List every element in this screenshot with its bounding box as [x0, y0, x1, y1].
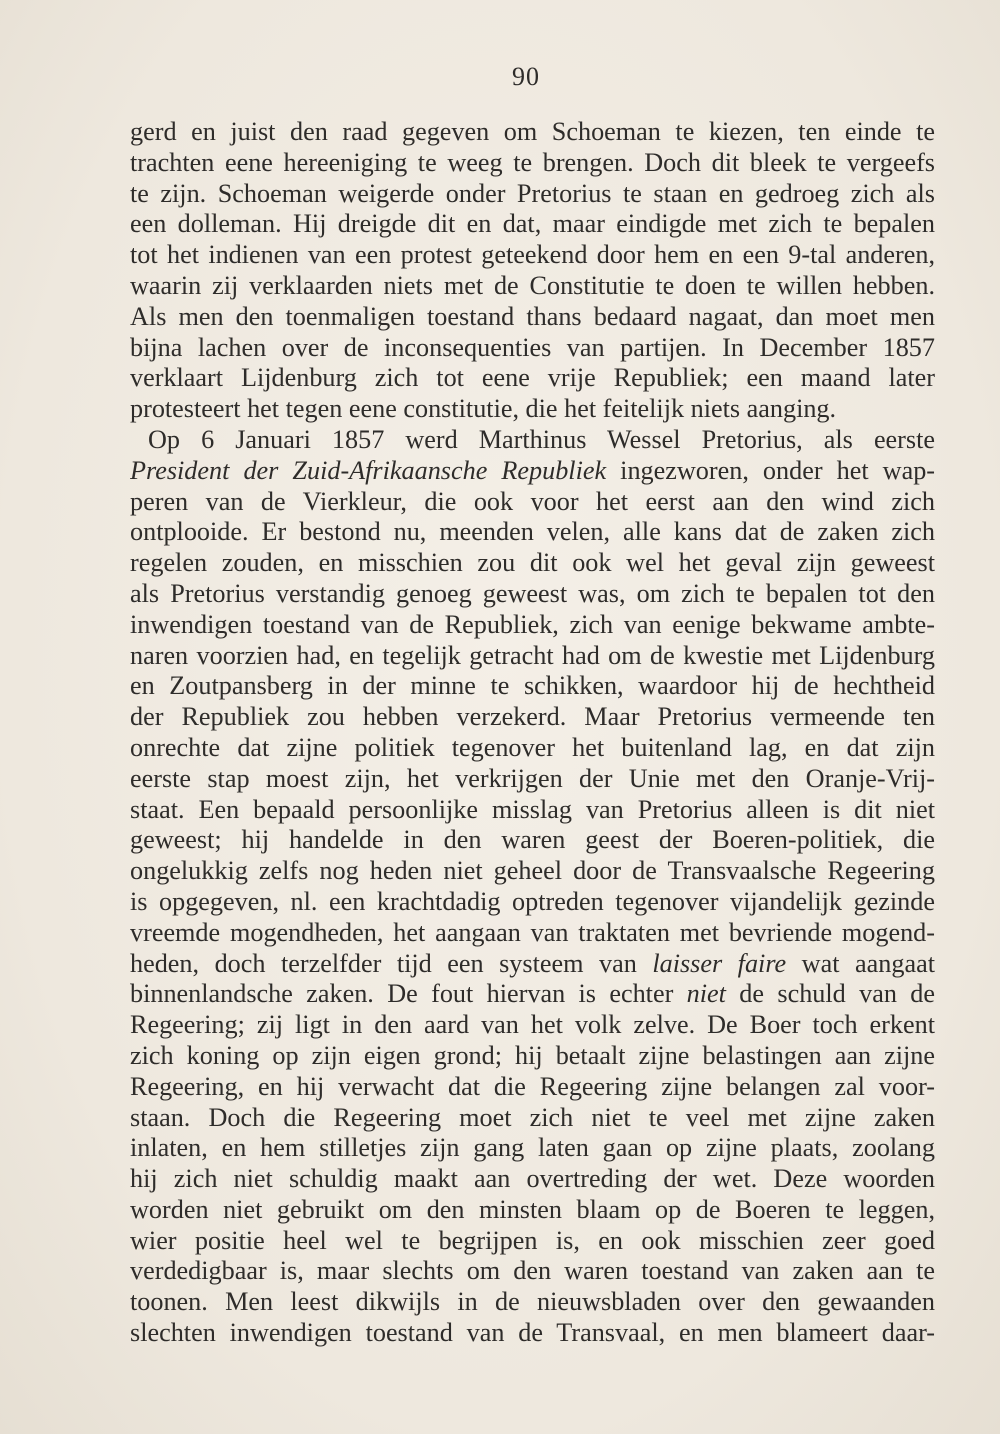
italic-text: President der Zuid-Afrikaansche Republiek	[130, 455, 607, 485]
text-line: een dolleman. Hij dreigde dit en dat, maar eindigde met zich te bepalen	[130, 209, 935, 239]
text-line: eerste stap moest zijn, het verkrijgen der Unie met den Oranje-Vrij-	[130, 763, 935, 793]
text-line: te zijn. Schoeman weigerde onder Pretorius te staan en gedroeg zich als	[130, 178, 935, 208]
text-line: slechten inwendigen toestand van de Transvaal, en men blameert daar-	[130, 1318, 935, 1348]
body-text	[130, 117, 935, 1349]
text-line	[130, 456, 935, 487]
text-line: is opgegeven, nl. een krachtdadig optreden tegenover vijandelijk gezinde	[130, 886, 935, 916]
text-line: Regeering; zij ligt in den aard van het volk zelve. De Boer toch erkent	[130, 1010, 935, 1040]
text-line: bijna lachen over de inconsequenties van partijen. In December 1857	[130, 332, 935, 362]
text-segment: ingezworen, onder het wap-	[606, 455, 935, 485]
text-line: der Republiek zou hebben verzekerd. Maar Pretorius vermeende ten	[130, 702, 935, 732]
text-line: inlaten, en hem stilletjes zijn gang laten gaan op zijne plaats, zoolang	[130, 1133, 935, 1163]
text-line: staan. Doch die Regeering moet zich niet te veel met zijne zaken	[130, 1102, 935, 1132]
text-line: toonen. Men leest dikwijls in de nieuwsbladen over den gewaanden	[130, 1287, 935, 1317]
text-line: waarin zij verklaarden niets met de Constitutie te doen te willen hebben.	[130, 270, 935, 300]
text-line: naren voorzien had, en tegelijk getracht had om de kwestie met Lijdenburg	[130, 640, 935, 670]
text-line: vreemde mogendheden, het aangaan van traktaten met bevriende mogend-	[130, 917, 935, 947]
text-line: als Pretorius verstandig genoeg geweest was, om zich te bepalen tot den	[130, 578, 935, 608]
page-number: 90	[512, 62, 540, 91]
text-line	[130, 979, 935, 1010]
text-line: regelen zouden, en misschien zou dit ook wel het geval zijn geweest	[130, 548, 935, 578]
text-segment: binnenlandsche zaken. De fout hiervan is echter	[130, 979, 687, 1009]
text-line: inwendigen toestand van de Republiek, zich van eenige bekwame ambte-	[130, 609, 935, 639]
text-line: zich koning op zijn eigen grond; hij betaalt zijne belastingen aan zijne	[130, 1040, 935, 1070]
text-line: en Zoutpansberg in der minne te schikken, waardoor hij de hechtheid	[130, 671, 935, 701]
text-line: worden niet gebruikt om den minsten blaam op de Boeren te leggen,	[130, 1194, 935, 1224]
text-line: verdedigbaar is, maar slechts om den waren toestand van zaken aan te	[130, 1256, 935, 1286]
text-line: Op 6 Januari 1857 werd Marthinus Wessel Pretorius, als eerste	[148, 424, 935, 454]
text-line: Als men den toenmaligen toestand thans bedaard nagaat, dan moet men	[130, 301, 935, 331]
text-segment: wat aangaat	[786, 948, 935, 978]
text-line: staat. Een bepaald persoonlijke misslag van Pretorius alleen is dit niet	[130, 794, 935, 824]
italic-text: niet	[686, 979, 726, 1009]
text-line: wier positie heel wel te begrijpen is, en ook misschien zeer goed	[130, 1225, 935, 1255]
text-segment: de schuld van de	[725, 979, 935, 1009]
text-line: tot het indienen van een protest geteekend door hem en een 9-tal anderen,	[130, 240, 935, 270]
text-line: verklaart Lijdenburg zich tot eene vrije Republiek; een maand later	[130, 363, 935, 393]
italic-text: laisser faire	[652, 948, 787, 978]
text-line	[130, 949, 935, 980]
text-segment: heden, doch terzelfder tijd een systeem van	[130, 948, 653, 978]
text-line: geweest; hij handelde in den waren geest der Boeren-politiek, die	[130, 825, 935, 855]
text-line: protesteert het tegen eene constitutie, die het feitelijk niets aanging.	[130, 394, 837, 424]
text-line: hij zich niet schuldig maakt aan overtreding der wet. Deze woorden	[130, 1164, 935, 1194]
text-line: onrechte dat zijne politiek tegenover het buitenland lag, en dat zijn	[130, 732, 935, 762]
text-line: ongelukkig zelfs nog heden niet geheel door de Transvaalsche Regeering	[130, 856, 935, 886]
text-line: peren van de Vierkleur, die ook voor het eerst aan den wind zich	[130, 486, 935, 516]
text-line: gerd en juist den raad gegeven om Schoeman te kiezen, ten einde te	[130, 117, 935, 146]
text-line: trachten eene hereeniging te weeg te brengen. Doch dit bleek te vergeefs	[130, 147, 935, 177]
text-line: ontplooide. Er bestond nu, meenden velen, alle kans dat de zaken zich	[130, 517, 935, 547]
text-line: Regeering, en hij verwacht dat die Regeering zijne belangen zal voor-	[130, 1071, 935, 1101]
